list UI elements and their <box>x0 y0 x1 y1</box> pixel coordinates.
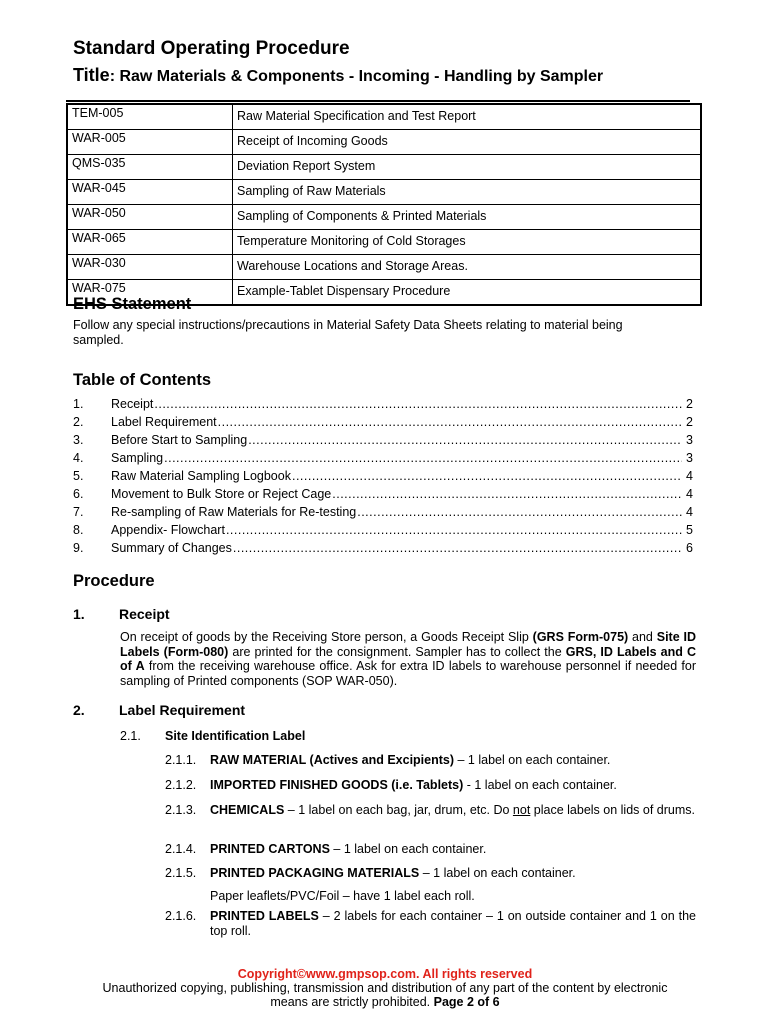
section-2-title: Label Requirement <box>119 702 246 718</box>
reference-row <box>67 180 701 205</box>
toc-entry-number: 9. <box>73 541 84 555</box>
section-1-number: 1. <box>73 606 85 622</box>
reference-code: WAR-050 <box>67 205 233 230</box>
reference-title: Warehouse Locations and Storage Areas. <box>233 255 702 280</box>
toc-entry-title[interactable]: Receipt <box>111 397 154 411</box>
reference-code: WAR-065 <box>67 230 233 255</box>
item-2-1-2 <box>210 778 696 793</box>
item-2-1-3 <box>210 803 696 818</box>
reference-code: TEM-005 <box>67 104 233 130</box>
reference-row <box>67 155 701 180</box>
document-title <box>73 65 603 86</box>
item-text: place labels on lids of drums. <box>530 803 695 817</box>
reference-code: QMS-035 <box>67 155 233 180</box>
item-2-1-6 <box>210 909 696 938</box>
toc-entry-number: 5. <box>73 469 84 483</box>
grs-labels-coa: GRS, ID Labels and C of A <box>120 644 696 673</box>
toc-leader-dots <box>248 431 682 449</box>
toc-entry[interactable] <box>73 449 693 467</box>
toc-heading: Table of Contents <box>73 371 212 389</box>
reference-row <box>67 230 701 255</box>
item-2-1-2-number: 2.1.2. <box>165 778 197 792</box>
toc-entry-number: 6. <box>73 487 84 501</box>
reference-row <box>67 104 701 130</box>
procedure-heading: Procedure <box>73 572 155 590</box>
item-2-1-4 <box>210 842 696 857</box>
item-2-1-5 <box>210 866 696 881</box>
toc-entry-number: 3. <box>73 433 84 447</box>
toc-entry-title[interactable]: Label Requirement <box>111 415 217 429</box>
ehs-heading: EHS Statement <box>73 295 192 313</box>
receipt-text-a: On receipt of goods by the Receiving Store person, a Goods Receipt Slip <box>120 630 533 644</box>
toc-entry-page: 4 <box>686 487 693 501</box>
footer-notice-line-1: Unauthorized copying, publishing, transmission and distribution of any part of the content by electronic <box>102 981 668 995</box>
receipt-text-c: and <box>628 630 657 644</box>
reference-code: WAR-045 <box>67 180 233 205</box>
item-2-1-1 <box>210 753 696 768</box>
toc-entry-page: 4 <box>686 469 693 483</box>
toc-entry-title[interactable]: Before Start to Sampling <box>111 433 248 447</box>
toc-entry-number: 1. <box>73 397 84 411</box>
site-id-labels-ref: Site ID Labels (Form-080) <box>120 630 696 659</box>
reference-title: Deviation Report System <box>233 155 702 180</box>
toc-entry-title[interactable]: Movement to Bulk Store or Reject Cage <box>111 487 332 501</box>
page-number: Page 2 of 6 <box>433 995 500 1009</box>
item-text: – 1 label on each container. <box>454 753 611 767</box>
toc-leader-dots <box>154 395 682 413</box>
toc-entry-number: 8. <box>73 523 84 537</box>
title-text: : Raw Materials & Components - Incoming - Handling by Sampler <box>109 68 604 85</box>
item-text: – 1 label on each container. <box>329 842 487 856</box>
toc-leader-dots <box>226 521 682 539</box>
reference-title: Sampling of Components & Printed Materials <box>233 205 702 230</box>
toc-entry-page: 6 <box>686 541 693 555</box>
toc-entry-page: 3 <box>686 451 693 465</box>
reference-code: WAR-075 <box>67 280 233 306</box>
item-2-1-4-number: 2.1.4. <box>165 842 197 856</box>
header-rule <box>66 100 690 102</box>
item-bold: PRINTED LABELS <box>210 909 319 923</box>
footer-notice-text: means are strictly prohibited. <box>270 995 434 1009</box>
section-2-number: 2. <box>73 702 85 718</box>
item-2-1-3-number: 2.1.3. <box>165 803 197 817</box>
copyright-notice: Copyright©www.gmpsop.com. All rights reserved <box>237 967 533 981</box>
toc-entry[interactable] <box>73 521 693 539</box>
footer-notice-line-2 <box>60 995 710 1009</box>
reference-row <box>67 130 701 155</box>
toc-entry-number: 2. <box>73 415 84 429</box>
toc-entry[interactable] <box>73 539 693 557</box>
toc-leader-dots <box>164 449 682 467</box>
item-underline: not <box>512 803 531 817</box>
item-text: – 1 label on each container. <box>419 866 576 880</box>
item-2-1-5-note: Paper leaflets/PVC/Foil – have 1 label each roll. <box>210 889 475 903</box>
toc-entry-title[interactable]: Sampling <box>111 451 164 465</box>
subsection-2-1-number: 2.1. <box>120 729 141 743</box>
toc-leader-dots <box>292 467 682 485</box>
toc-entry-page: 2 <box>686 397 693 411</box>
item-2-1-1-number: 2.1.1. <box>165 753 197 767</box>
reference-title: Sampling of Raw Materials <box>233 180 702 205</box>
subsection-2-1-title: Site Identification Label <box>165 729 306 743</box>
toc-entry-page: 3 <box>686 433 693 447</box>
footer <box>60 967 710 1009</box>
item-text: - 1 label on each container. <box>463 778 617 792</box>
reference-code: WAR-030 <box>67 255 233 280</box>
toc-entry[interactable] <box>73 413 693 431</box>
ehs-text: Follow any special instructions/precautions in Material Safety Data Sheets relating to material being sampled. <box>73 318 623 347</box>
item-2-1-6-number: 2.1.6. <box>165 909 197 923</box>
toc-entry-title[interactable]: Appendix- Flowchart <box>111 523 225 537</box>
reference-code: WAR-005 <box>67 130 233 155</box>
toc-entry-page: 4 <box>686 505 693 519</box>
item-bold: PRINTED PACKAGING MATERIALS <box>210 866 420 880</box>
reference-title: Receipt of Incoming Goods <box>233 130 702 155</box>
document-type-heading: Standard Operating Procedure <box>73 38 350 59</box>
toc-entry[interactable] <box>73 467 693 485</box>
toc-leader-dots <box>357 503 682 521</box>
toc-entry-number: 7. <box>73 505 84 519</box>
receipt-text-e: are printed for the consignment. Sampler has to collect the <box>228 644 566 659</box>
toc-leader-dots <box>218 413 682 431</box>
item-bold: PRINTED CARTONS <box>210 842 330 856</box>
reference-row <box>67 255 701 280</box>
item-bold: IMPORTED FINISHED GOODS (i.e. Tablets) <box>210 778 464 792</box>
toc-entry[interactable] <box>73 395 693 413</box>
toc-entry-number: 4. <box>73 451 84 465</box>
toc-entry-title[interactable]: Raw Material Sampling Logbook <box>111 469 291 483</box>
toc-leader-dots <box>332 485 682 503</box>
toc-leader-dots <box>233 539 682 557</box>
reference-title: Raw Material Specification and Test Report <box>233 104 702 130</box>
toc-entry[interactable] <box>73 431 693 449</box>
toc-entry[interactable] <box>73 503 693 521</box>
toc-entry-title[interactable]: Re-sampling of Raw Materials for Re-testing <box>111 505 357 519</box>
item-bold: CHEMICALS <box>210 803 285 817</box>
reference-title: Example-Tablet Dispensary Procedure <box>233 280 702 306</box>
receipt-text-g: from the receiving warehouse office. Ask for extra ID labels to warehouse personnel if needed for sampling of Printed components (SOP WAR-050). <box>120 659 697 688</box>
item-text: – 1 label on each bag, jar, drum, etc. Do <box>284 803 513 817</box>
reference-row <box>67 205 701 230</box>
item-2-1-5-number: 2.1.5. <box>165 866 197 880</box>
item-bold: RAW MATERIAL (Actives and Excipients) <box>210 753 455 767</box>
table-of-contents <box>73 395 693 557</box>
item-text: – 2 labels for each container – 1 on outside container and 1 on the top roll. <box>210 909 696 938</box>
grs-form-ref: (GRS Form-075) <box>532 630 629 644</box>
reference-title: Temperature Monitoring of Cold Storages <box>233 230 702 255</box>
toc-entry-page: 5 <box>686 523 693 537</box>
toc-entry[interactable] <box>73 485 693 503</box>
references-table <box>66 103 702 306</box>
toc-entry-title[interactable]: Summary of Changes <box>111 541 232 555</box>
title-label: Title <box>73 65 110 85</box>
toc-entry-page: 2 <box>686 415 693 429</box>
section-1-title: Receipt <box>119 606 170 622</box>
section-1-paragraph <box>120 630 696 688</box>
